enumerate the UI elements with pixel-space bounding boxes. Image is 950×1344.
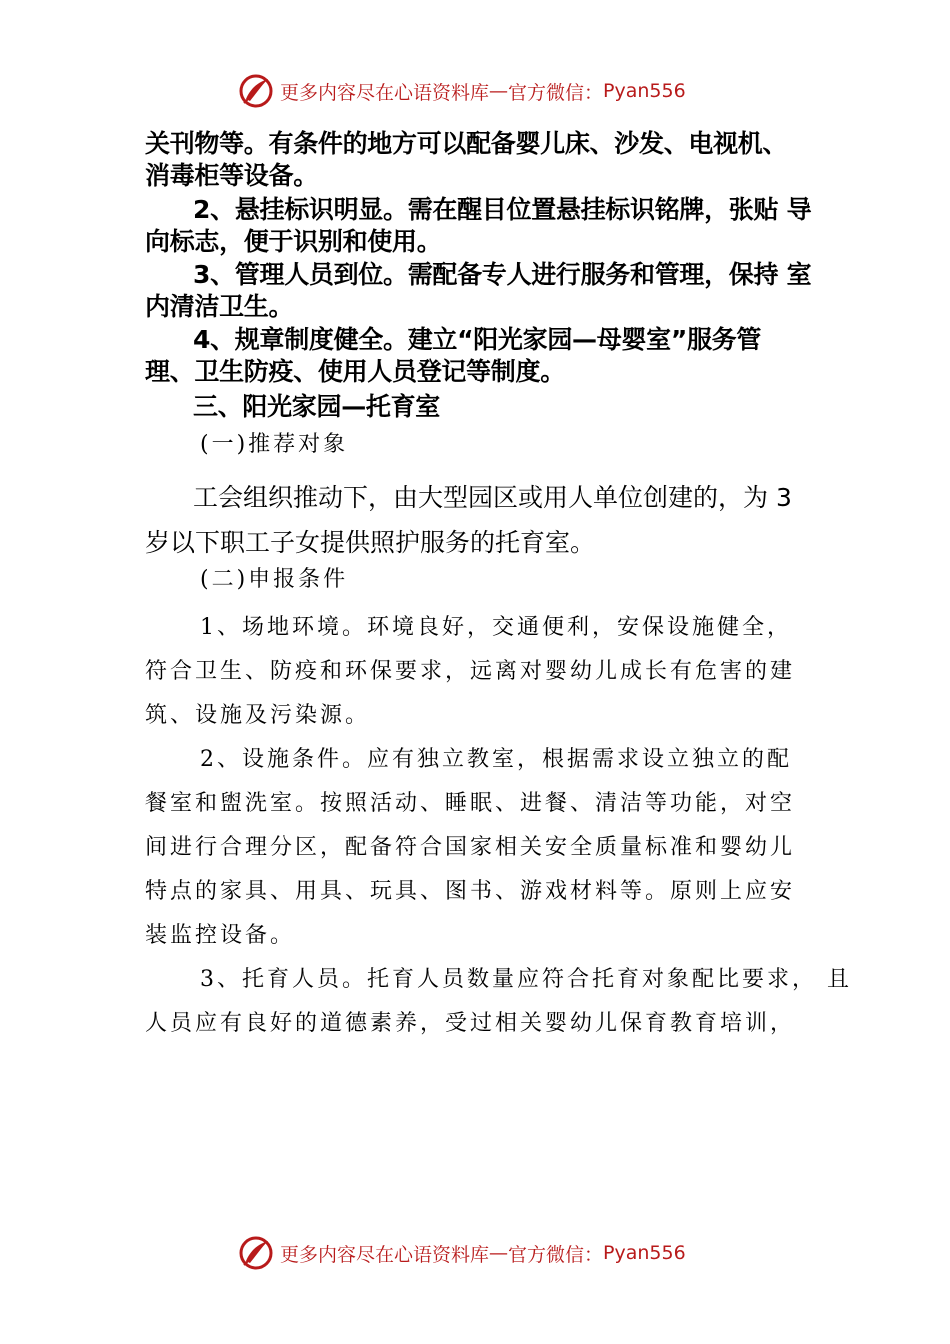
text-line: 2、悬挂标识明显。需在醒目位置悬挂标识铭牌，张贴 导	[193, 195, 812, 224]
section-heading: 三、阳光家园—托育室	[193, 392, 441, 421]
watermark-brand: 更多内容尽在心语资料库	[280, 81, 490, 104]
text-line: 工会组织推动下，由大型园区或用人单位创建的，为 3	[193, 483, 792, 512]
watermark-wechat-id: Pyan556	[603, 80, 686, 102]
text-line: 向标志，便于识别和使用。	[145, 227, 442, 256]
watermark-wechat-label: 官方微信	[508, 1243, 585, 1266]
brand-logo-icon	[238, 73, 274, 109]
text-line: 特点的家具、用具、玩具、图书、游戏材料等。原则上应安	[145, 879, 796, 904]
text-line: 3、管理人员到位。需配备专人进行服务和管理，保持 室	[193, 260, 812, 289]
watermark-dash: —	[489, 1242, 509, 1264]
text-line: 岁以下职工子女提供照护服务的托育室。	[145, 528, 596, 557]
text-line: 4、规章制度健全。建立“阳光家园—母婴室”服务管	[193, 325, 762, 354]
text-line: 关刊物等。有条件的地方可以配备婴儿床、沙发、电视机、	[145, 129, 788, 158]
text-line: 餐室和盥洗室。按照活动、睡眠、进餐、清洁等功能，对空	[145, 791, 796, 816]
text-line: 间进行合理分区，配备符合国家相关安全质量标准和婴幼儿	[145, 835, 796, 860]
text-line: 3、托育人员。托育人员数量应符合托育对象配比要求， 且	[200, 967, 852, 992]
watermark-footer	[238, 1235, 686, 1271]
subsection-heading: (一)推荐对象	[200, 432, 349, 457]
watermark-dash: —	[489, 80, 509, 102]
text-line: 人员应有良好的道德素养，受过相关婴幼儿保育教育培训，	[145, 1011, 796, 1036]
watermark-wechat-label: 官方微信	[508, 81, 585, 104]
text-line: 2、设施条件。应有独立教室，根据需求设立独立的配	[200, 747, 792, 772]
watermark-brand: 更多内容尽在心语资料库	[280, 1243, 490, 1266]
text-line: 筑、设施及污染源。	[145, 703, 371, 728]
text-line: 消毒柜等设备。	[145, 161, 318, 190]
subsection-heading: (二)申报条件	[200, 567, 349, 592]
watermark-wechat-id: Pyan556	[603, 1242, 686, 1264]
text-line: 装监控设备。	[145, 923, 296, 948]
text-line: 1、场地环境。环境良好，交通便利，安保设施健全，	[200, 615, 792, 640]
watermark-colon: ：	[584, 81, 604, 104]
watermark-header	[238, 73, 686, 109]
text-line: 理、卫生防疫、使用人员登记等制度。	[145, 357, 565, 386]
text-line: 符合卫生、防疫和环保要求，远离对婴幼儿成长有危害的建	[145, 659, 796, 684]
text-line: 内清洁卫生。	[145, 292, 294, 321]
brand-logo-icon	[238, 1235, 274, 1271]
watermark-colon: ：	[584, 1243, 604, 1266]
